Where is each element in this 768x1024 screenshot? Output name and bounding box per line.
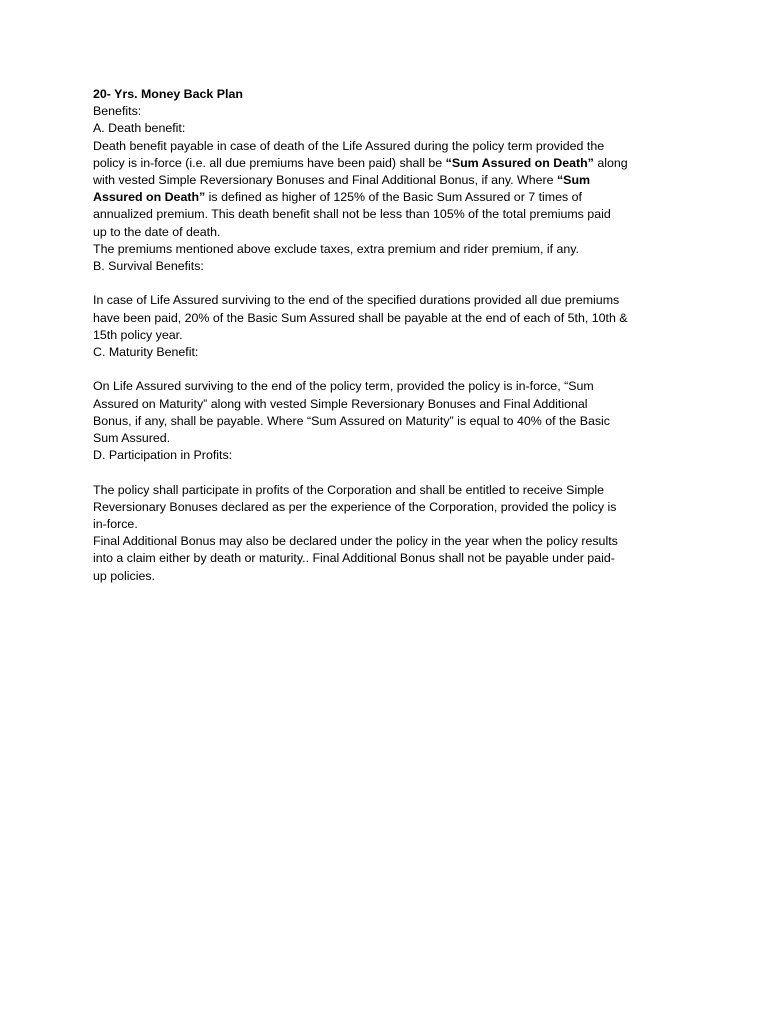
survival-benefit-section [93,258,683,344]
bold-term: “Sum Assured on Death” [445,155,594,170]
survival-benefit-line: have been paid, 20% of the Basic Sum Assured shall be payable at the end of each of 5th, 10th & [93,310,628,325]
profits-line: The policy shall participate in profits of the Corporation and shall be entitled to receive Simple [93,482,605,497]
maturity-benefit-heading: C. Maturity Benefit: [93,345,199,360]
bold-term: “Sum [556,173,591,188]
death-benefit-line: The premiums mentioned above exclude taxes, extra premium and rider premium, if any. [93,241,579,256]
maturity-benefit-line: On Life Assured surviving to the end of the policy term, provided the policy is in-force, “Sum [93,379,594,394]
maturity-benefit-line: Assured on Maturity” along with vested Simple Reversionary Bonuses and Final Additional [93,396,588,411]
document-title: 20- Yrs. Money Back Plan [93,87,243,101]
text-run: with vested Simple Reversionary Bonuses and Final Additional Bonus, if any. Where [93,173,557,188]
death-benefit-heading: A. Death benefit: [93,121,186,136]
death-benefit-line: up to the date of death. [93,224,221,239]
survival-benefit-line: 15th policy year. [93,327,183,342]
death-benefit-line [93,172,683,189]
death-benefit-line: annualized premium. This death benefit shall not be less than 105% of the total premiums paid [93,207,611,222]
survival-benefit-heading: B. Survival Benefits: [93,259,204,274]
profits-line: into a claim either by death or maturity.. Final Additional Bonus shall not be payable under paid- [93,551,615,566]
profits-line: in-force. [93,517,138,532]
bold-term: Assured on Death” [93,190,206,205]
maturity-benefit-section [93,344,683,447]
death-benefit-line [93,155,683,172]
blank-line [93,275,683,292]
profits-line: up policies. [93,568,155,583]
document-page [93,86,683,585]
profits-line: Reversionary Bonuses declared as per the experience of the Corporation, provided the policy is [93,499,617,514]
survival-benefit-line: In case of Life Assured surviving to the end of the specified durations provided all due premiums [93,293,620,308]
profits-section [93,447,683,585]
death-benefit-line: Death benefit payable in case of death of the Life Assured during the policy term provided the [93,138,605,153]
death-benefit-line [93,189,683,206]
maturity-benefit-line: Sum Assured. [93,431,171,446]
blank-line [93,361,683,378]
benefits-heading: Benefits: [93,104,142,119]
maturity-benefit-line: Bonus, if any, shall be payable. Where “Sum Assured on Maturity” is equal to 40% of the Basic [93,413,610,428]
text-run: is defined as higher of 125% of the Basic Sum Assured or 7 times of [205,190,582,205]
blank-line [93,464,683,481]
profits-heading: D. Participation in Profits: [93,448,233,463]
profits-line: Final Additional Bonus may also be declared under the policy in the year when the policy results [93,534,618,549]
death-benefit-section [93,120,683,258]
text-run: policy is in-force (i.e. all due premiums have been paid) shall be [93,155,446,170]
text-run: along [593,155,628,170]
